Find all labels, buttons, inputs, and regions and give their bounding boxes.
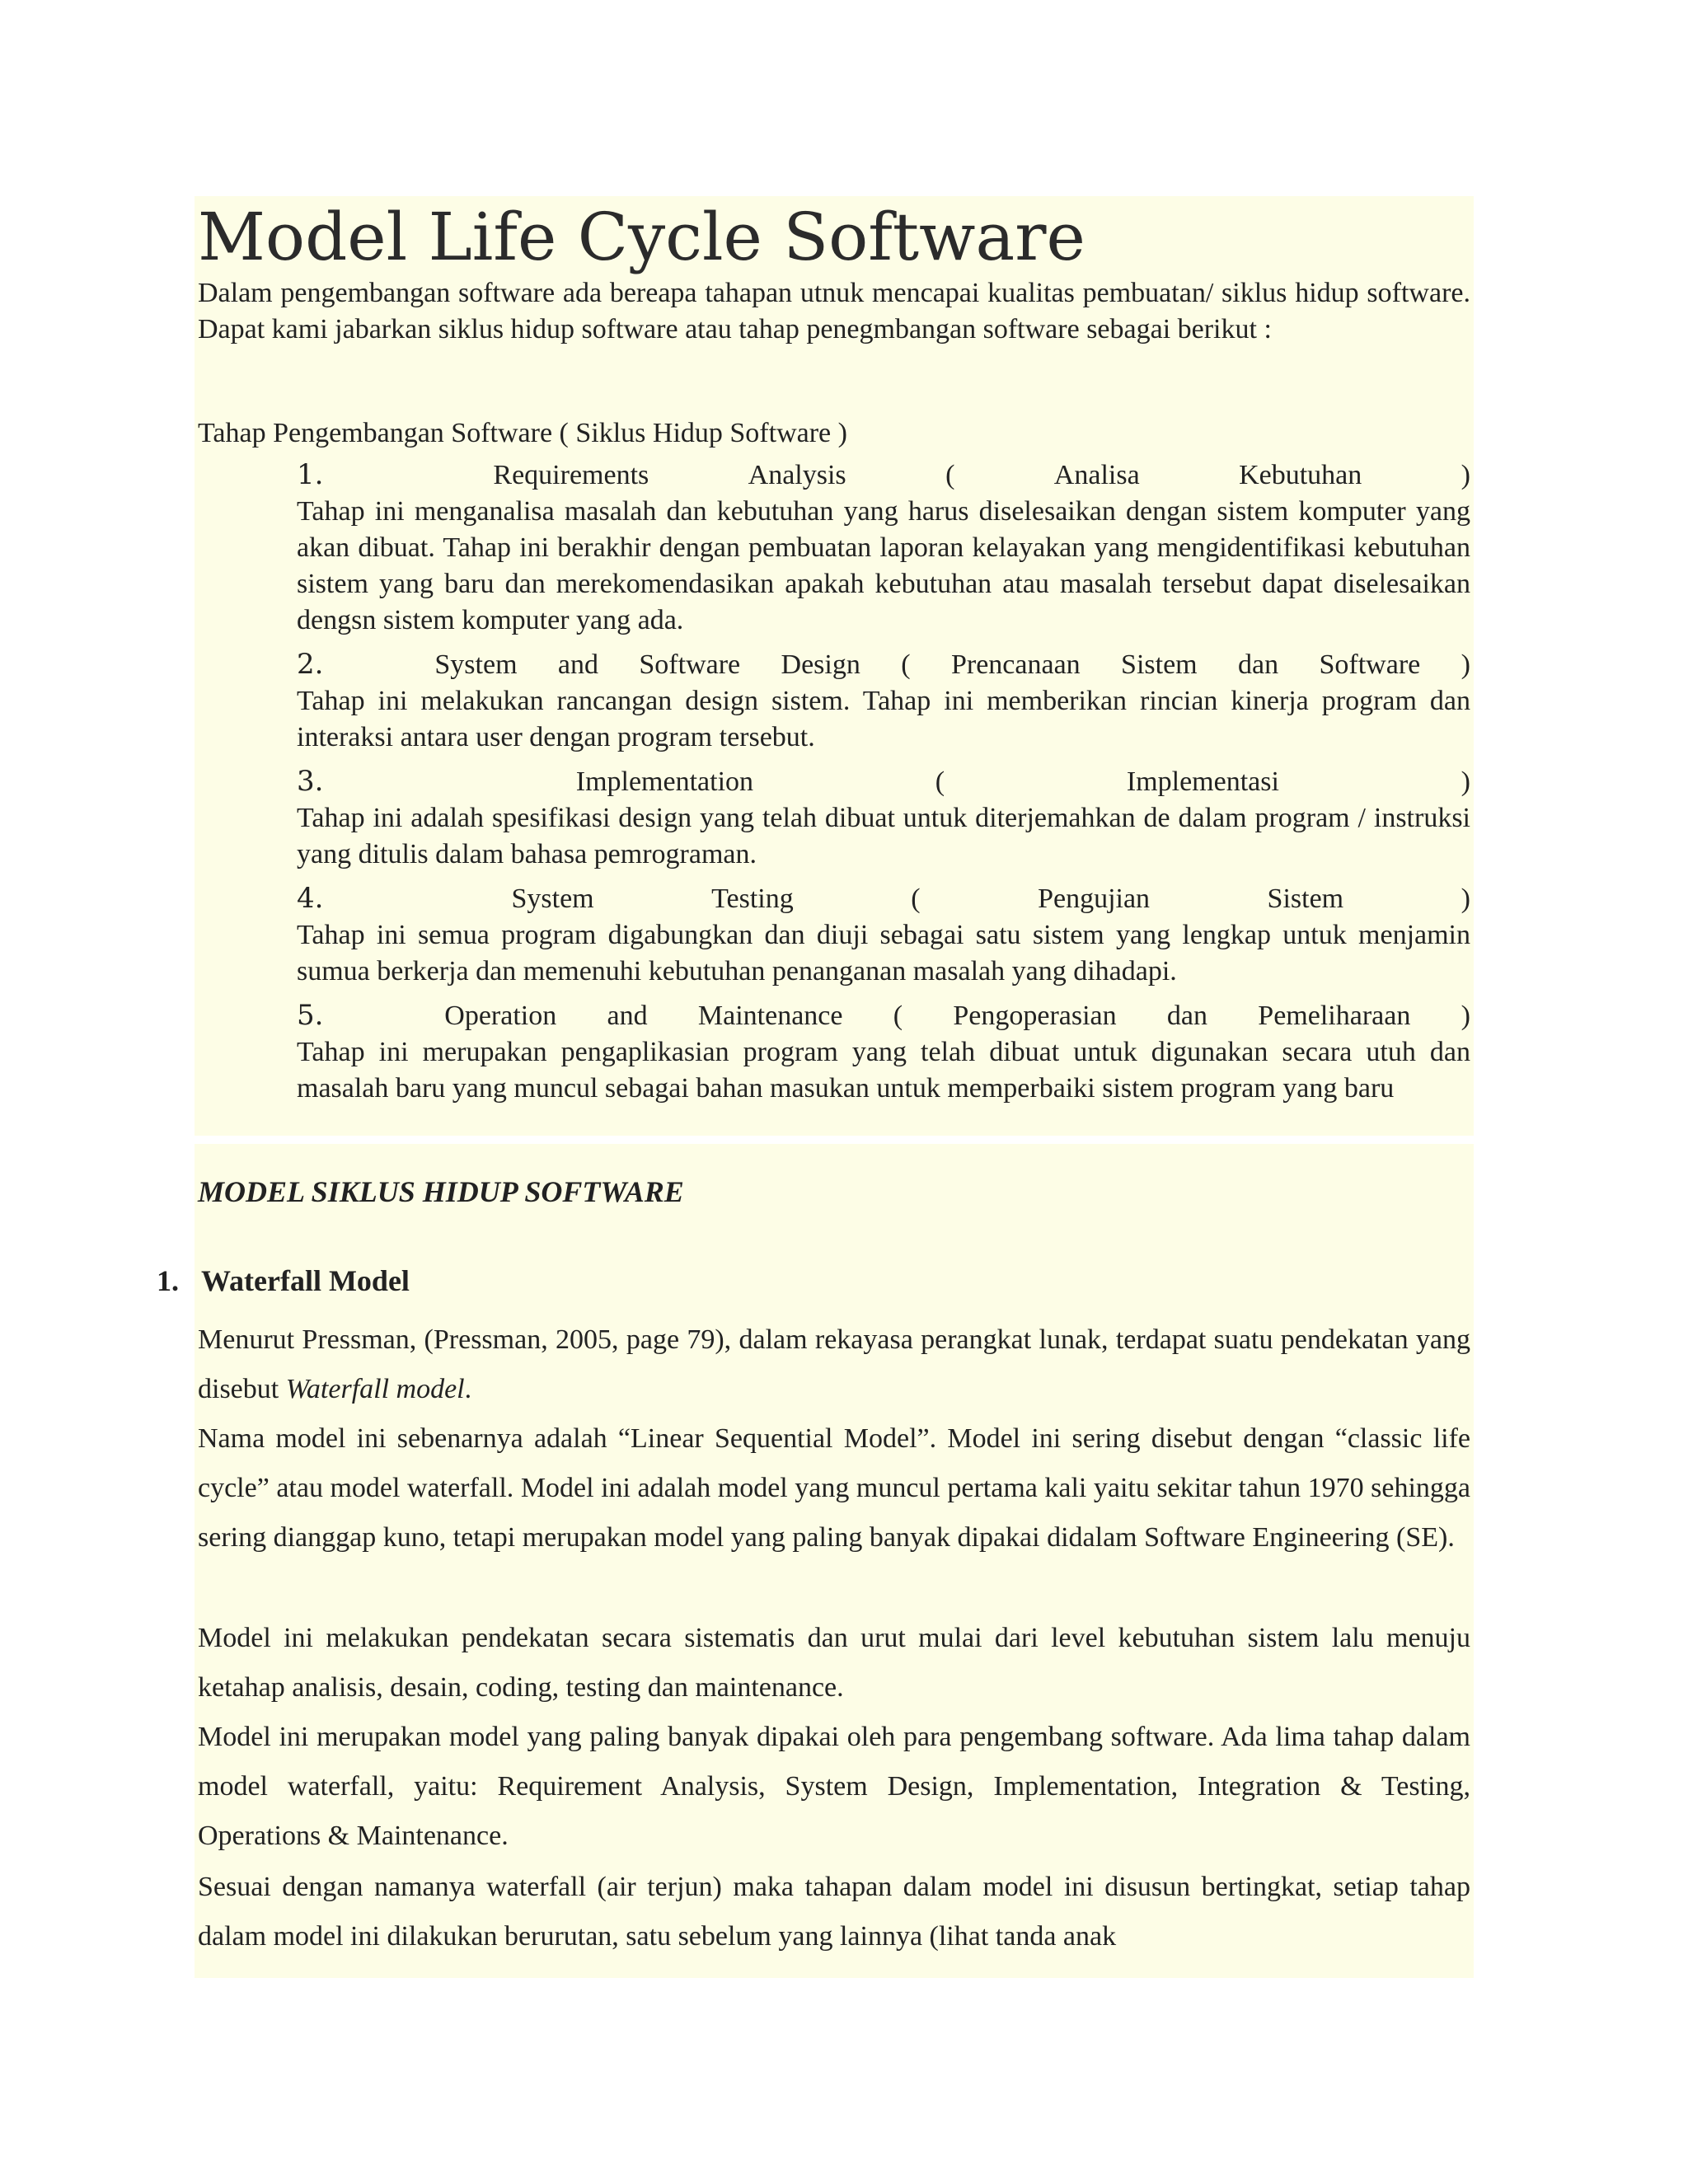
heading-word: Sistem xyxy=(1267,883,1344,914)
section-heading: MODEL SIKLUS HIDUP SOFTWARE xyxy=(198,1175,684,1208)
heading-word: Prencanaan xyxy=(950,649,1081,680)
heading-word: System xyxy=(434,649,518,680)
waterfall-number: 1. xyxy=(157,1264,179,1297)
waterfall-heading-text: Waterfall Model xyxy=(201,1264,410,1297)
list-item-number: 4. xyxy=(297,882,324,915)
list-item-number: 5. xyxy=(297,999,324,1032)
list-item xyxy=(297,457,1470,639)
list-item-body: Tahap ini adalah spesifikasi design yang telah dibuat untuk diterjemahkan de dalam program / instruksi yang ditulis dalam bahasa pemrograman. xyxy=(297,803,1470,869)
tahap-heading: Tahap Pengembangan Software ( Siklus Hidup Software ) xyxy=(198,418,847,448)
list-item-body: Tahap ini menganalisa masalah dan kebutuhan yang harus diselesaikan dengan sistem komputer yang akan dibuat. Tahap ini berakhir dengan pembuatan laporan kelayakan yang mengidentifikasi kebutuhan sistem yang baru dan merekomendasikan apakah kebutuhan atau masalah tersebut dapat diselesaikan dengsn sistem komputer yang ada. xyxy=(297,496,1470,635)
heading-word: System xyxy=(511,883,594,914)
heading-word: Operation xyxy=(444,1001,557,1031)
heading-word: Pengoperasian xyxy=(953,1001,1117,1031)
heading-word: Pengujian xyxy=(1038,883,1151,914)
waterfall-paragraph-2: Nama model ini sebenarnya adalah “Linear Sequential Model”. Model ini sering disebut dengan “classic life cycle” atau model waterfall. Model ini adalah model yang muncul pertama kali yaitu sekitar tahun 1970 sehingga sering dianggap kuno, tetapi merupakan model yang paling banyak dipakai didalam Software Engineering (SE). xyxy=(198,1423,1470,1553)
list-item-heading xyxy=(297,646,1470,683)
heading-word: ( xyxy=(893,1001,903,1031)
heading-word: Implementation xyxy=(575,766,754,797)
heading-word: and xyxy=(607,1001,648,1031)
list-item-number: 1. xyxy=(297,458,324,491)
list-item-number: 2. xyxy=(297,648,324,681)
list-item-number: 3. xyxy=(297,765,324,798)
heading-word: ( xyxy=(945,460,955,490)
heading-word: dan xyxy=(1238,649,1279,680)
heading-word: Software xyxy=(1319,649,1421,680)
heading-word: Analysis xyxy=(748,460,846,490)
paragraph-text: Menurut Pressman, (Pressman, 2005, page 79), dalam rekayasa perangkat lunak, terdapat suatu pendekatan yang disebut xyxy=(198,1324,1470,1404)
heading-word: Analisa xyxy=(1053,460,1140,490)
heading-word: Software xyxy=(639,649,741,680)
list-item xyxy=(297,763,1470,873)
heading-word: dan xyxy=(1166,1001,1208,1031)
heading-word: Testing xyxy=(711,883,794,914)
heading-word: ) xyxy=(1461,649,1470,680)
intro-paragraph: Dalam pengembangan software ada bereapa tahapan utnuk mencapai kualitas pembuatan/ siklus hidup software. Dapat kami jabarkan siklus hidup software atau tahap penegmbangan software sebagai berikut : xyxy=(198,278,1470,344)
waterfall-paragraph-1 xyxy=(198,1315,1470,1414)
waterfall-paragraph-5: Sesuai dengan namanya waterfall (air terjun) maka tahapan dalam model ini disusun bertingkat, setiap tahap dalam model ini dilakukan berurutan, satu sebelum yang lainnya (lihat tanda anak xyxy=(198,1872,1470,1952)
waterfall-paragraph-4: Model ini merupakan model yang paling banyak dipakai oleh para pengembang software. Ada lima tahap dalam model waterfall, yaitu: Requirement Analysis, System Design, Implementation, Integration & Testing, Operations & Maintenance. xyxy=(198,1722,1470,1851)
list-item-body: Tahap ini merupakan pengaplikasian program yang telah dibuat untuk digunakan secara utuh dan masalah baru yang muncul sebagai bahan masukan untuk memperbaiki sistem program yang baru xyxy=(297,1037,1470,1104)
heading-word: ) xyxy=(1461,766,1470,797)
list-item-body: Tahap ini semua program digabungkan dan diuji sebagai satu sistem yang lengkap untuk menjamin sumua berkerja dan memenuhi kebutuhan penanganan masalah yang dihadapi. xyxy=(297,920,1470,987)
list-item-heading xyxy=(297,763,1470,800)
list-item xyxy=(297,997,1470,1107)
list-item-heading xyxy=(297,880,1470,917)
heading-word: Design xyxy=(781,649,860,680)
heading-word: ) xyxy=(1461,1001,1470,1031)
list-item-heading xyxy=(297,457,1470,494)
heading-word: and xyxy=(557,649,598,680)
list-item-heading xyxy=(297,997,1470,1034)
heading-word: Sistem xyxy=(1121,649,1198,680)
heading-word: Kebutuhan xyxy=(1239,460,1362,490)
emphasis-text: Waterfall model xyxy=(285,1374,465,1404)
heading-word: ( xyxy=(901,649,911,680)
waterfall-heading xyxy=(157,1263,410,1299)
list-item xyxy=(297,880,1470,990)
paragraph-end: . xyxy=(464,1374,472,1404)
heading-word: ) xyxy=(1461,883,1470,914)
heading-word: ( xyxy=(935,766,945,797)
heading-word: Implementasi xyxy=(1126,766,1279,797)
heading-word: Requirements xyxy=(493,460,649,490)
list-item-body: Tahap ini melakukan rancangan design sistem. Tahap ini memberikan rincian kinerja program dan interaksi antara user dengan program tersebut. xyxy=(297,686,1470,752)
heading-word: Maintenance xyxy=(697,1001,843,1031)
list-item xyxy=(297,646,1470,756)
heading-word: ) xyxy=(1461,460,1470,490)
heading-word: ( xyxy=(911,883,921,914)
waterfall-paragraph-3: Model ini melakukan pendekatan secara sistematis dan urut mulai dari level kebutuhan sistem lalu menuju ketahap analisis, desain, coding, testing dan maintenance. xyxy=(198,1623,1470,1703)
heading-word: Pemeliharaan xyxy=(1258,1001,1411,1031)
page-title: Model Life Cycle Software xyxy=(198,199,1085,275)
